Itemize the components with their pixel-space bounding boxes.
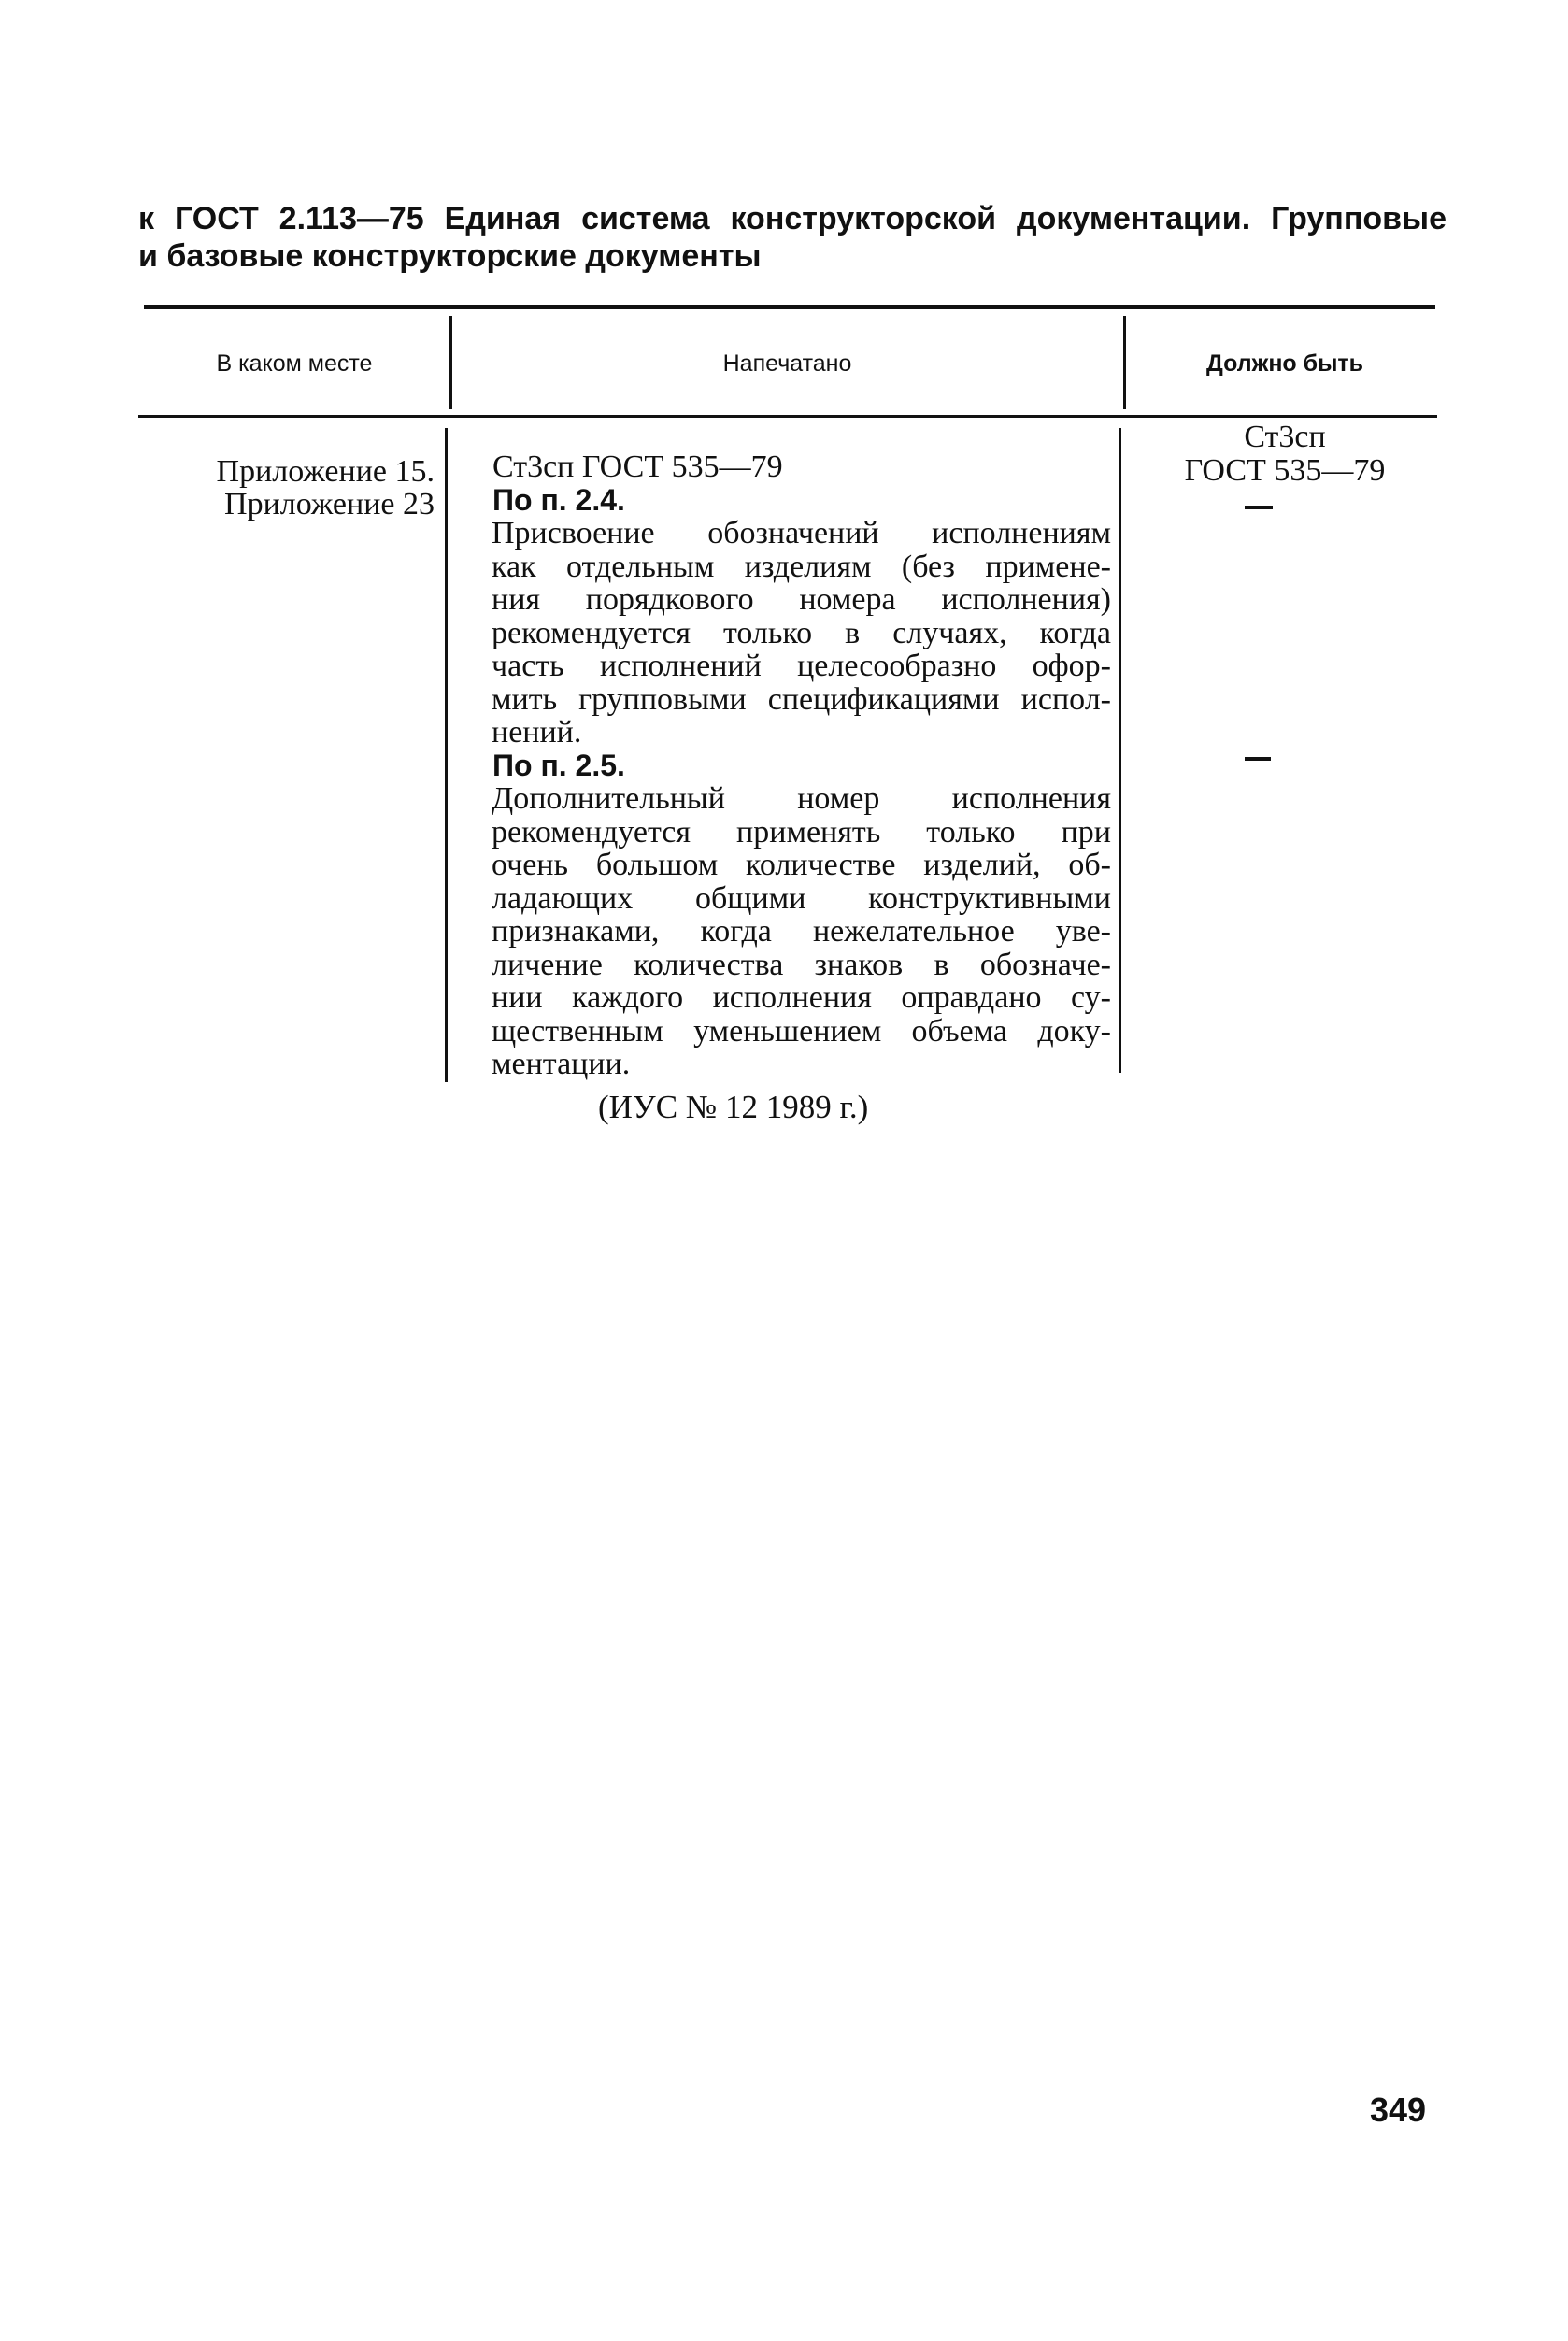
text-line: Дополнительный номер исполнения	[492, 781, 1111, 816]
place-line: Приложение 23	[224, 487, 435, 521]
should-be-line: ГОСТ 535—79	[1184, 453, 1386, 488]
page-title	[138, 200, 1447, 275]
clause-heading: По п. 2.5.	[492, 748, 625, 782]
clause-heading: По п. 2.4.	[492, 482, 625, 517]
page-number: 349	[1370, 2091, 1427, 2129]
text-line: очень большом количестве изделий, об-	[492, 848, 1111, 882]
text-line: ладающих общими конструктивными	[492, 880, 1111, 916]
column-header-place: В каком месте	[216, 350, 373, 377]
text-line: ментации.	[492, 1047, 631, 1081]
cell-printed	[492, 450, 1111, 1081]
header-bottom-rule	[138, 415, 1437, 418]
should-be-line: Ст3сп	[1244, 420, 1326, 454]
column-header-should-be: Должно быть	[1205, 350, 1364, 377]
cell-place	[150, 455, 435, 521]
header-divider-1	[449, 316, 452, 409]
text-line: нии каждого исполнения оправдано су-	[492, 980, 1111, 1015]
column-header-printed: Напечатано	[722, 350, 852, 377]
text-line: как отдельным изделиям (без примене-	[492, 549, 1111, 584]
cell-should-be	[1131, 421, 1439, 488]
body-divider-2	[1119, 428, 1121, 1073]
text-line: нений.	[492, 715, 582, 749]
clause-paragraph	[492, 517, 1111, 749]
printed-steel-grade: Ст3сп ГОСТ 535—79	[492, 450, 783, 484]
deletion-dash	[1245, 506, 1273, 509]
text-line: рекомендуется применять только при	[492, 814, 1111, 849]
source-note: (ИУС № 12 1989 г.)	[598, 1089, 869, 1125]
title-line-1: к ГОСТ 2.113—75 Единая система конструкторской документации. Групповые	[138, 201, 1447, 236]
place-line: Приложение 15.	[216, 454, 435, 489]
deletion-dash	[1245, 757, 1271, 761]
text-line: мить групповыми спецификациями испол-	[492, 681, 1111, 717]
clause-paragraph	[492, 782, 1111, 1081]
text-line: признаками, когда нежелательное уве-	[492, 914, 1111, 949]
text-line: часть исполнений целесообразно офор-	[492, 649, 1111, 683]
text-line: Присвоение обозначений исполнениям	[492, 516, 1111, 550]
header-divider-2	[1123, 316, 1126, 409]
table-top-rule	[144, 305, 1435, 309]
text-line: ния порядкового номера исполнения)	[492, 582, 1111, 617]
text-line: щественным уменьшением объема доку-	[492, 1013, 1111, 1049]
text-line: рекомендуется только в случаях, когда	[492, 615, 1111, 650]
title-line-2: и базовые конструкторские документы	[138, 238, 762, 274]
text-line: личение количества знаков в обозначе-	[492, 947, 1111, 982]
body-divider-1	[445, 428, 448, 1082]
